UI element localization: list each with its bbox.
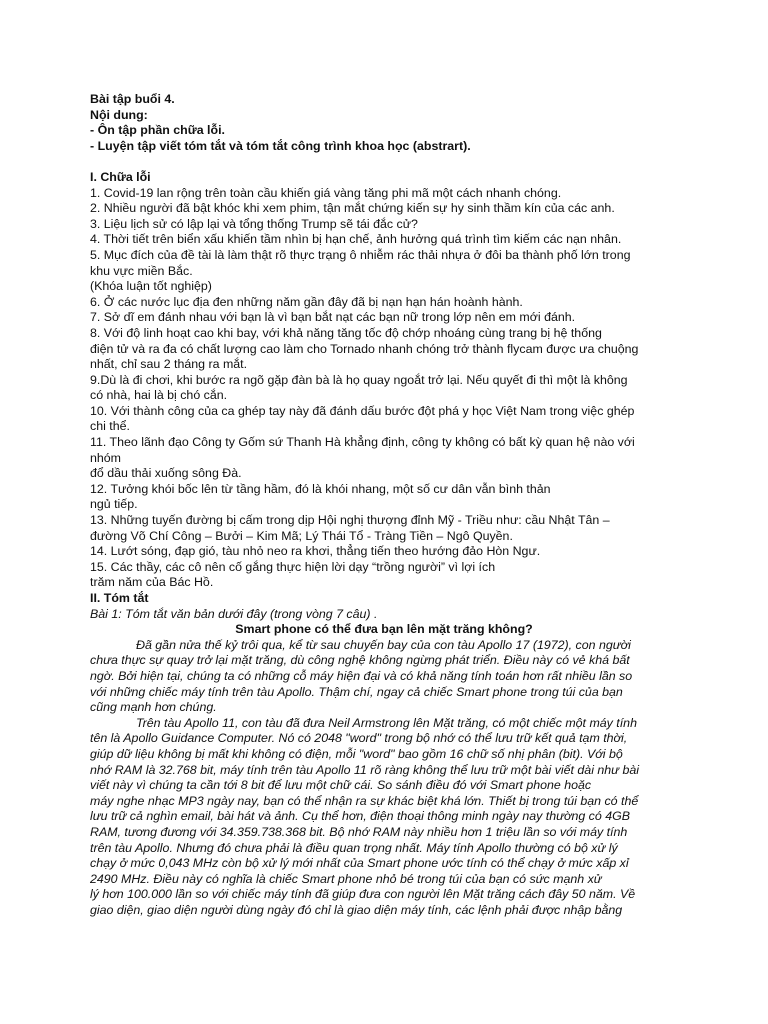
article-line: chưa thực sự quay trở lại mặt trăng, dù công nghệ không ngừng phát triển. Điều này có vẻ khá bất <box>90 653 630 668</box>
list-line: 3. Liệu lịch sử có lập lại và tổng thống Trump sẽ tái đắc cử? <box>90 216 418 231</box>
article-line: chạy ở mức 0,043 MHz còn bộ xử lý mới nhất của Smart phone ước tính có thể chạy ở mức xấp xỉ <box>90 856 629 871</box>
article-line: Trên tàu Apollo 11, con tàu đã đưa Neil Armstrong lên Mặt trăng, có một chiếc một máy tính <box>136 715 637 730</box>
list-line: 11. Theo lãnh đạo Công ty Gốm sứ Thanh Hà khẳng định, công ty không có bất kỳ quan hệ nào với <box>90 435 635 450</box>
content-label: Nội dung: <box>90 107 148 122</box>
list-line: 8. Với độ linh hoạt cao khi bay, với khả năng tăng tốc độ chớp nhoáng cùng trang bị hệ thống <box>90 325 602 340</box>
section-heading-summary: II. Tóm tắt <box>90 591 149 605</box>
article-line: máy nghe nhạc MP3 ngày nay, bạn có thể nhận ra sự khác biệt khá lớn. Thiết bị trong túi bạn có thể <box>90 793 639 808</box>
list-line: 15. Các thầy, các cô nên cố gắng thực hiện lời dạy “trồng người” vì lợi ích <box>90 559 496 574</box>
document-title: Bài tập buổi 4. <box>90 92 175 106</box>
article-line: viết này vì chúng ta cần tới 8 bit để lưu một chữ cái. So sánh điều đó với Smart phone hoặc <box>90 778 592 793</box>
content-item-1: - Ôn tập phần chữa lỗi. <box>90 123 225 138</box>
article-line: giao diện, giao diện người dùng ngày đó chỉ là giao diện máy tính, các lệnh phải được nhập bằng <box>90 902 623 917</box>
article-line: ngờ. Bởi hiện tại, chúng ta có những cỗ máy hiện đại và có khả năng tính toán hơn rất nhiều lần so <box>90 668 633 683</box>
section-heading-error-correction: I. Chữa lỗi <box>90 169 151 184</box>
list-line: 12. Tưởng khói bốc lên từ tầng hầm, đó là khói nhang, một số cư dân vẫn bình thản <box>90 481 551 496</box>
article-line: lý hơn 100.000 lần so với chiếc máy tính đã giúp đưa con người lên Mặt trăng cách đây 50 năm. Về <box>90 887 636 902</box>
content-item-2: - Luyện tập viết tóm tắt và tóm tắt công trình khoa học (abstrart). <box>90 138 471 153</box>
spacer <box>90 154 678 170</box>
list-line: nhất, chỉ sau 2 tháng ra mắt. <box>90 357 248 372</box>
article-line: cũng mạnh hơn chúng. <box>90 700 217 715</box>
list-line: điện tử và ra đa có chất lượng cao làm cho Tornado nhanh chóng trở thành flycam được ưa chuộng <box>90 341 639 356</box>
article-paragraph-2 <box>90 716 678 919</box>
list-line: 10. Với thành công của ca ghép tay này đã đánh dấu bước đột phá y học Việt Nam trong việc ghép <box>90 403 635 418</box>
article-line: tên là Apollo Guidance Computer. Nó có 2048 "word" trong bộ nhớ có thể lưu trữ kết quả tạm thời, <box>90 731 628 746</box>
list-line: 13. Những tuyến đường bị cấm trong dịp Hội nghị thượng đỉnh Mỹ - Triều như: cầu Nhật Tân – <box>90 513 610 528</box>
list-line: 5. Mục đích của đề tài là làm thật rõ thực trạng ô nhiễm rác thải nhựa ở đôi ba thành phố lớn trong <box>90 247 631 262</box>
list-line: 7. Sở dĩ em đánh nhau với bạn là vì bạn bắt nạt các bạn nữ trong lớp nên em mới đánh. <box>90 310 576 325</box>
list-line: đường Võ Chí Công – Bưởi – Kim Mã; Lý Thái Tổ - Tràng Tiền – Ngô Quyền. <box>90 528 513 543</box>
list-line: ngủ tiếp. <box>90 497 138 512</box>
article-title: Smart phone có thể đưa bạn lên mặt trăng không? <box>235 622 533 637</box>
article-line: lưu trữ cả nghìn email, bài hát và ảnh. Cụ thể hơn, điện thoại thông minh ngày nay thường có 4GB <box>90 809 630 824</box>
list-line: 1. Covid-19 lan rộng trên toàn cầu khiến giá vàng tăng phi mã một cách nhanh chóng. <box>90 185 562 200</box>
article-line: giúp dữ liệu không bị mất khi không có điện, mỗi "word" bao gồm 16 chữ số nhị phân (bit). Với bộ <box>90 746 623 761</box>
error-correction-list <box>90 186 678 591</box>
article-line: trên tàu Apollo. Nhưng đó chưa phải là điều quan trọng nhất. Máy tính Apollo thường có bộ xử lý <box>90 840 618 855</box>
list-line: 4. Thời tiết trên biển xấu khiến tầm nhìn bị hạn chế, ảnh hưởng quá trình tìm kiếm các nạn nhân. <box>90 232 622 247</box>
exercise-instruction: Bài 1: Tóm tắt văn bản dưới đây (trong vòng 7 câu) . <box>90 606 378 621</box>
list-line: trăm năm của Bác Hồ. <box>90 575 214 590</box>
list-line: 9.Dù là đi chơi, khi bước ra ngõ gặp đàn bà là họ quay ngoắt trở lại. Nếu quyết đi thì một là không <box>90 372 628 387</box>
list-line: 6. Ở các nước lục địa đen những năm gần đây đã bị nạn hạn hán hoành hành. <box>90 294 523 309</box>
article-line: RAM, tương đương với 34.359.738.368 bit. Bộ nhớ RAM này nhiều hơn 1 triệu lần so với máy tính <box>90 824 628 839</box>
article-line: 2490 MHz. Điều này có nghĩa là chiếc Smart phone nhỏ bé trong túi của bạn có sức mạnh xử <box>90 871 602 886</box>
list-line: (Khóa luận tốt nghiệp) <box>90 279 212 294</box>
article-line: với những chiếc máy tính trên tàu Apollo. Thậm chí, ngay cả chiếc Smart phone trong túi của bạn <box>90 684 623 699</box>
article-line: nhớ RAM là 32.768 bit, máy tính trên tàu Apollo 11 rõ ràng không thể lưu trữ một bài viết dài như bài <box>90 762 640 777</box>
list-line: khu vực miền Bắc. <box>90 263 193 278</box>
list-line: đổ dầu thải xuống sông Đà. <box>90 466 242 481</box>
list-line: chi thể. <box>90 419 130 434</box>
list-line: 2. Nhiều người đã bật khóc khi xem phim, tận mắt chứng kiến sự hy sinh thầm kín của các anh. <box>90 201 615 216</box>
article-line: Đã gần nửa thế kỷ trôi qua, kể từ sau chuyến bay của con tàu Apollo 17 (1972), con người <box>136 637 631 652</box>
list-line: nhóm <box>90 450 121 465</box>
list-line: có nhà, hai là bị chó cắn. <box>90 388 228 403</box>
article-paragraph-1 <box>90 638 678 716</box>
list-line: 14. Lướt sóng, đạp gió, tàu nhỏ neo ra khơi, thẳng tiến theo hướng đảo Hòn Ngư. <box>90 544 541 559</box>
